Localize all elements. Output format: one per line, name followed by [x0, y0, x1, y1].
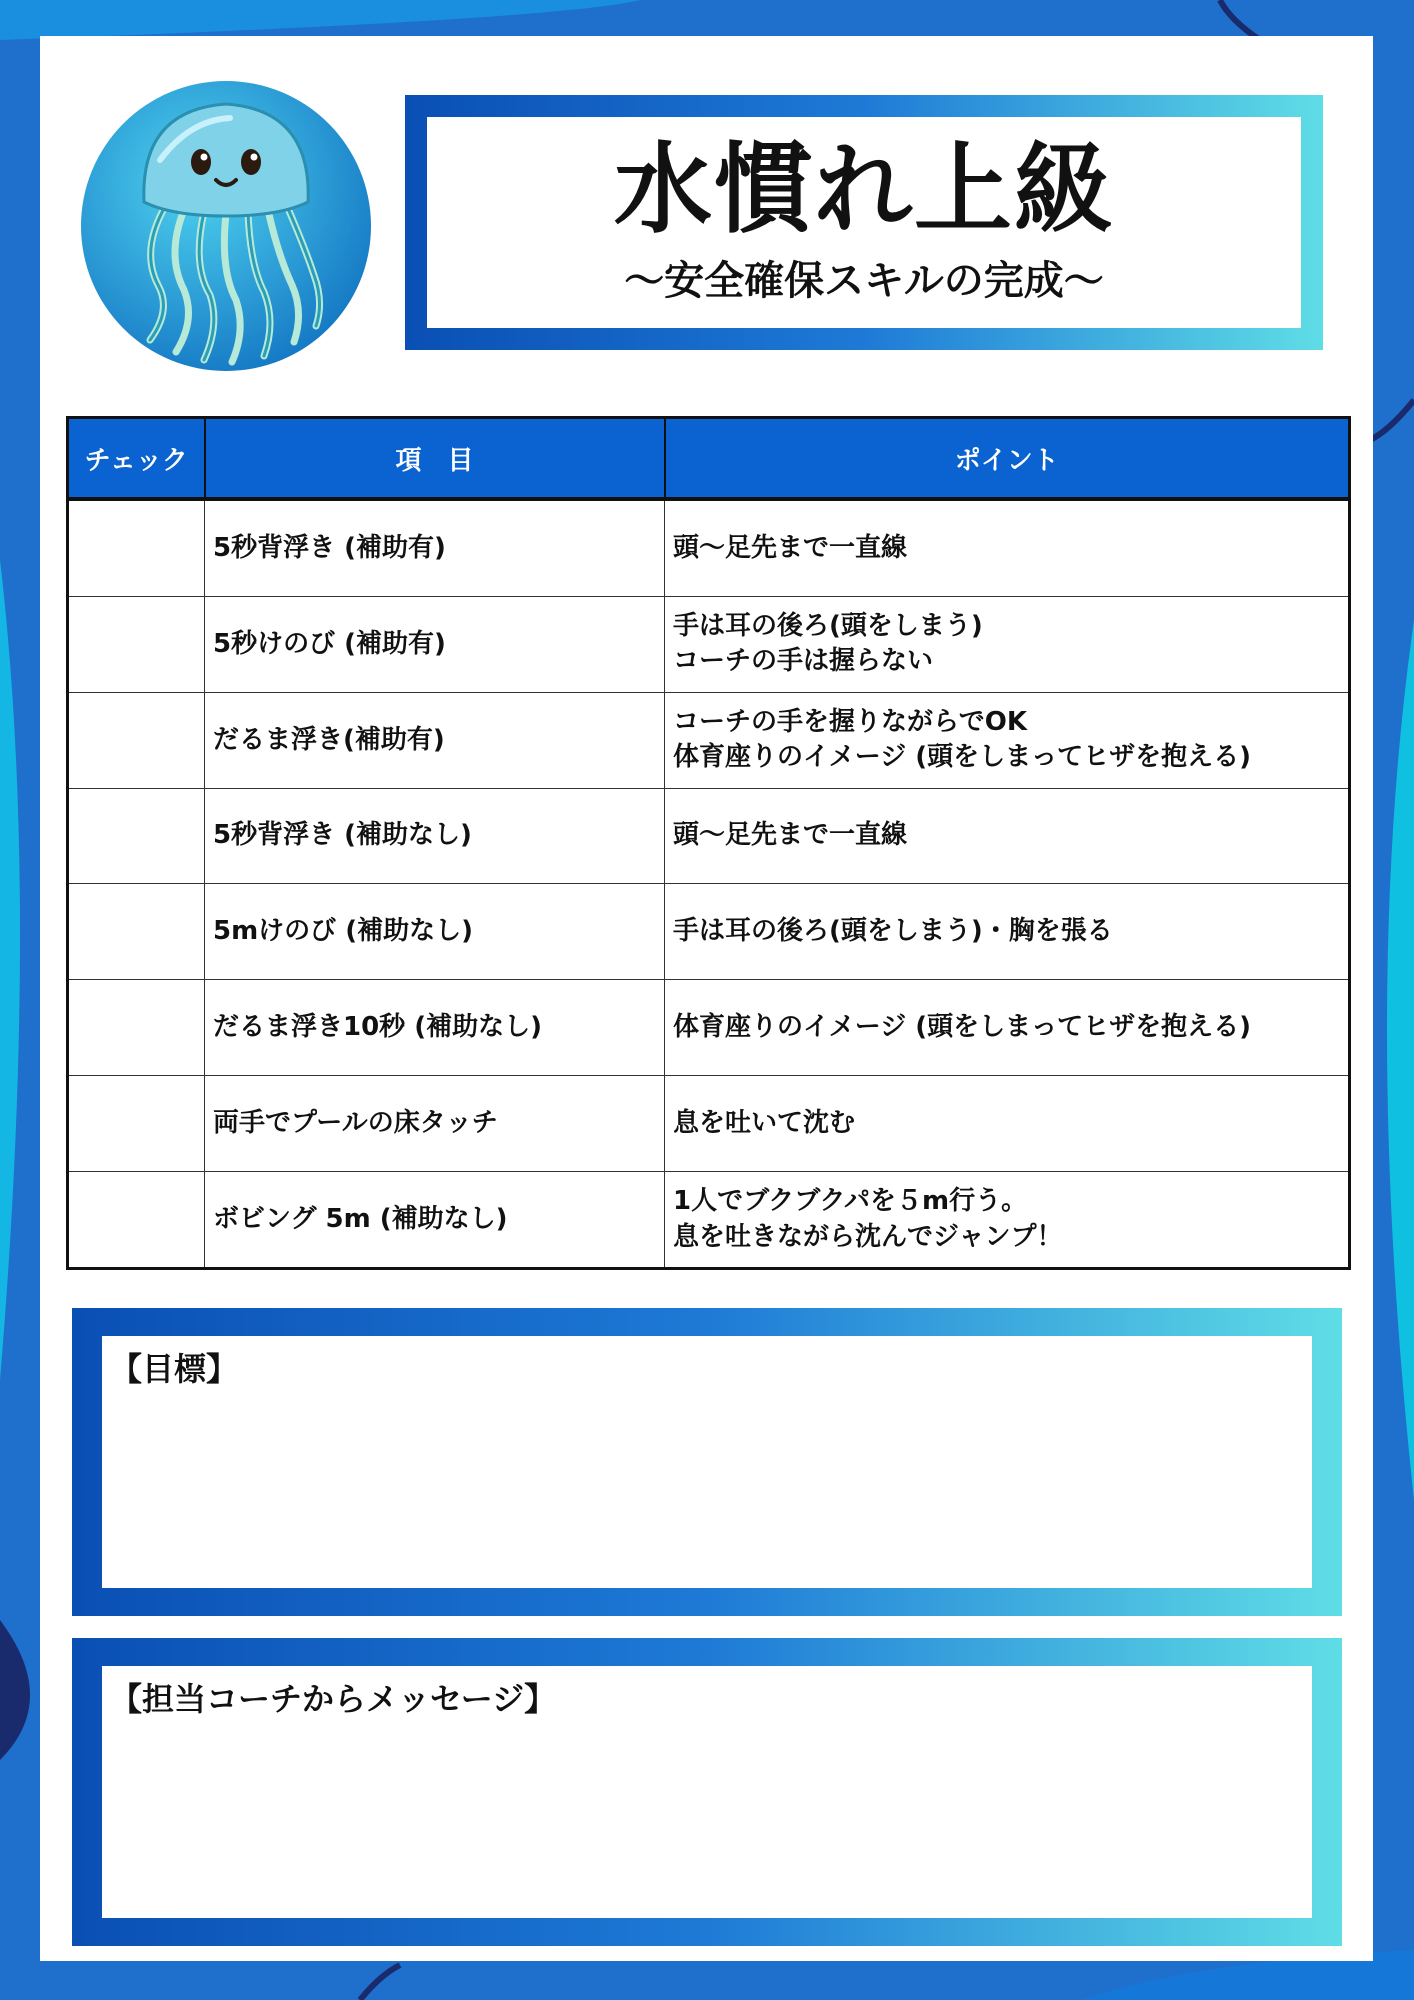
item-cell: 両手でプールの床タッチ [205, 1076, 665, 1172]
header-point: ポイント [665, 418, 1350, 500]
table-row [68, 499, 1350, 596]
check-cell[interactable] [68, 499, 205, 596]
point-line: 体育座りのイメージ (頭をしまってヒザを抱える) [673, 1012, 1252, 1043]
coach-message-writing-area[interactable] [102, 1666, 1312, 1918]
point-cell [665, 692, 1350, 788]
title-panel [427, 117, 1301, 328]
table-row [68, 692, 1350, 788]
point-line: 手は耳の後ろ(頭をしまう)・胸を張る [673, 916, 1113, 947]
table-row [68, 980, 1350, 1076]
item-cell: だるま浮き10秒 (補助なし) [205, 980, 665, 1076]
header-check: チェック [68, 418, 205, 500]
point-line: 頭〜足先まで一直線 [673, 820, 908, 851]
table-row [68, 884, 1350, 980]
item-cell: 5秒けのび (補助有) [205, 596, 665, 692]
point-cell [665, 499, 1350, 596]
item-cell: 5秒背浮き (補助有) [205, 499, 665, 596]
table-row [68, 596, 1350, 692]
table-row [68, 788, 1350, 884]
check-cell[interactable] [68, 596, 205, 692]
point-line: コーチの手を握りながらでOK [673, 707, 1027, 738]
point-cell [665, 788, 1350, 884]
point-line: 息を吐いて沈む [673, 1108, 856, 1139]
point-line: 手は耳の後ろ(頭をしまう) [673, 611, 983, 642]
coach-message-box [72, 1638, 1342, 1946]
item-cell: 5mけのび (補助なし) [205, 884, 665, 980]
skill-checklist-table [66, 416, 1351, 1270]
point-line: 1人でブクブクパを５m行う。 [673, 1186, 1028, 1217]
item-cell: ボビング 5m (補助なし) [205, 1172, 665, 1269]
goal-label: 【目標】 [110, 1350, 239, 1388]
coach-message-label: 【担当コーチからメッセージ】 [110, 1680, 557, 1718]
table-row [68, 1172, 1350, 1269]
point-cell [665, 596, 1350, 692]
check-cell[interactable] [68, 788, 205, 884]
point-cell [665, 1076, 1350, 1172]
table-row [68, 1076, 1350, 1172]
point-cell [665, 1172, 1350, 1269]
item-cell: 5秒背浮き (補助なし) [205, 788, 665, 884]
point-cell [665, 980, 1350, 1076]
item-cell: だるま浮き(補助有) [205, 692, 665, 788]
point-line: 息を吐きながら沈んでジャンプ！ [673, 1221, 1063, 1252]
point-line: 体育座りのイメージ (頭をしまってヒザを抱える) [673, 742, 1252, 773]
point-line: コーチの手は握らない [673, 646, 934, 677]
title-banner [405, 95, 1323, 350]
header-item: 項 目 [205, 418, 665, 500]
check-cell[interactable] [68, 980, 205, 1076]
point-cell [665, 884, 1350, 980]
check-cell[interactable] [68, 1172, 205, 1269]
goal-writing-area[interactable] [102, 1336, 1312, 1588]
goal-box [72, 1308, 1342, 1616]
point-line: 頭〜足先まで一直線 [673, 532, 908, 563]
check-cell[interactable] [68, 884, 205, 980]
jellyfish-icon [80, 80, 372, 372]
page-subtitle: 〜安全確保スキルの完成〜 [624, 258, 1104, 305]
table-header-row [68, 418, 1350, 500]
check-cell[interactable] [68, 692, 205, 788]
page-title: 水慣れ上級 [613, 132, 1114, 247]
check-cell[interactable] [68, 1076, 205, 1172]
